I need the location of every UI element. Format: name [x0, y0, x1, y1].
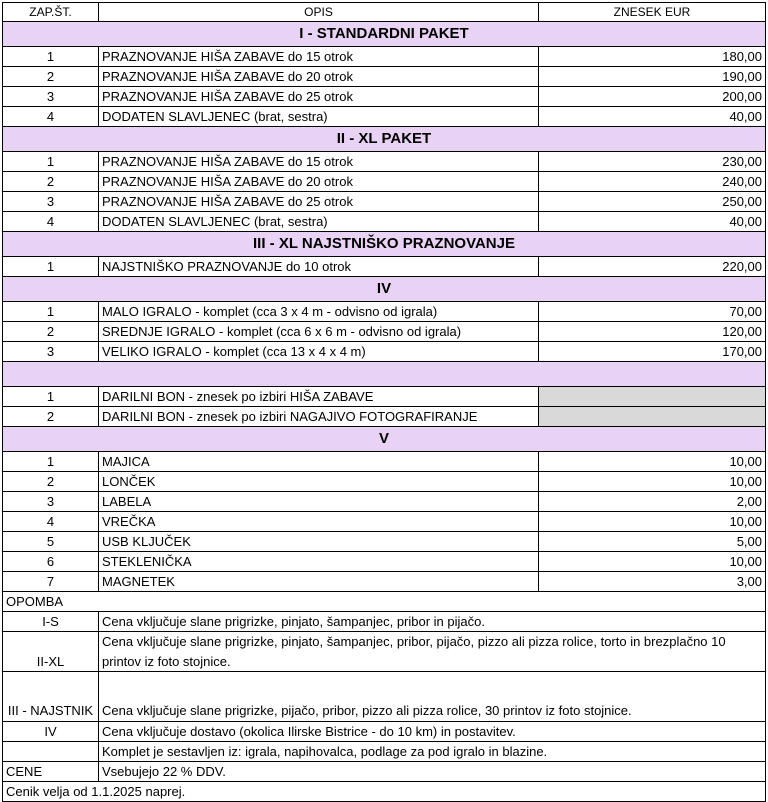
note-text: Cena vključuje slane prigrizke, pinjato, šampanjec, pribor in pijačo.	[102, 614, 485, 629]
section-header	[2, 127, 766, 152]
item-amount: 200,00	[722, 89, 762, 104]
sections	[2, 22, 766, 592]
table-row	[2, 302, 766, 322]
item-amount: 40,00	[729, 214, 762, 229]
notes-title-row	[2, 592, 766, 612]
table-row	[2, 152, 766, 172]
item-number: 1	[3, 257, 99, 276]
notes-title: OPOMBA	[6, 594, 64, 609]
item-number: 1	[3, 302, 99, 321]
item-description: VELIKO IGRALO - komplet (cca 13 x 4 x 4 m)	[99, 342, 539, 361]
item-number: 2	[3, 67, 99, 86]
table-row	[2, 257, 766, 277]
item-amount: 180,00	[722, 49, 762, 64]
item-description: MAGNETEK	[99, 572, 539, 591]
item-number: 6	[3, 552, 99, 571]
col-amount-header: ZNESEK EUR	[613, 5, 691, 19]
note-label: CENE	[3, 762, 99, 781]
item-amount: 10,00	[729, 474, 762, 489]
table-row	[2, 192, 766, 212]
section-title: IV	[376, 280, 392, 297]
table-row	[2, 552, 766, 572]
table-row	[2, 572, 766, 592]
validity-note: Cenik velja od 1.1.2025 naprej.	[6, 784, 186, 799]
item-number: 1	[3, 152, 99, 171]
note-row	[2, 672, 766, 722]
item-description: LONČEK	[99, 472, 539, 491]
item-number: 1	[3, 387, 99, 406]
item-number: 4	[3, 512, 99, 531]
item-description: PRAZNOVANJE HIŠA ZABAVE do 20 otrok	[99, 67, 539, 86]
note-label: I-S	[3, 612, 99, 631]
item-number: 2	[3, 172, 99, 191]
section-title	[3, 362, 765, 386]
item-amount: 220,00	[722, 259, 762, 274]
item-description: PRAZNOVANJE HIŠA ZABAVE do 25 otrok	[99, 192, 539, 211]
item-description: DARILNI BON - znesek po izbiri NAGAJIVO FOTOGRAFIRANJE	[99, 407, 539, 426]
item-number: 5	[3, 532, 99, 551]
item-amount: 40,00	[729, 109, 762, 124]
item-description: PRAZNOVANJE HIŠA ZABAVE do 25 otrok	[99, 87, 539, 106]
item-description: NAJSTNIŠKO PRAZNOVANJE do 10 otrok	[99, 257, 539, 276]
item-amount: 70,00	[729, 304, 762, 319]
item-amount: 10,00	[729, 454, 762, 469]
note-text: Cena vključuje slane prigrizke, pinjato, šampanjec, pribor, pijačo, pizzo ali pizza rolice, torto in brezplačno 10 printov iz foto stojnice.	[102, 634, 726, 669]
section-title: II - XL PAKET	[336, 130, 432, 147]
item-description: DARILNI BON - znesek po izbiri HIŠA ZABAVE	[99, 387, 539, 406]
note-text: Cena vključuje slane prigrizke, pijačo, pribor, pizzo ali pizza rolice, 30 printov iz foto stojnice.	[102, 703, 632, 718]
item-amount	[539, 387, 765, 406]
item-description: DODATEN SLAVLJENEC (brat, sestra)	[99, 212, 539, 231]
item-description: PRAZNOVANJE HIŠA ZABAVE do 15 otrok	[99, 47, 539, 66]
item-description: USB KLJUČEK	[99, 532, 539, 551]
col-desc-header: OPIS	[99, 3, 539, 21]
note-label: III - NAJSTNIK	[3, 672, 99, 721]
section-title: I - STANDARDNI PAKET	[299, 25, 469, 42]
item-amount: 2,00	[736, 494, 762, 509]
item-description: MALO IGRALO - komplet (cca 3 x 4 m - odvisno od igrala)	[99, 302, 539, 321]
note-row	[2, 722, 766, 742]
item-number: 3	[3, 492, 99, 511]
item-amount: 120,00	[722, 324, 762, 339]
section-title: V	[378, 430, 389, 447]
item-number: 1	[3, 47, 99, 66]
note-label: IV	[3, 722, 99, 741]
table-row	[2, 47, 766, 67]
item-amount: 190,00	[722, 69, 762, 84]
section-header	[2, 22, 766, 47]
item-description: DODATEN SLAVLJENEC (brat, sestra)	[99, 107, 539, 126]
item-amount: 3,00	[736, 574, 762, 589]
item-description: SREDNJE IGRALO - komplet (cca 6 x 6 m - odvisno od igrala)	[99, 322, 539, 341]
table-row	[2, 512, 766, 532]
item-description: PRAZNOVANJE HIŠA ZABAVE do 20 otrok	[99, 172, 539, 191]
item-amount: 10,00	[729, 554, 762, 569]
note-row	[2, 742, 766, 762]
note-row	[2, 762, 766, 782]
footer-row	[2, 782, 766, 802]
item-description: VREČKA	[99, 512, 539, 531]
table-row	[2, 492, 766, 512]
section-header	[2, 232, 766, 257]
item-amount: 250,00	[722, 194, 762, 209]
section-header	[2, 277, 766, 302]
item-description: MAJICA	[99, 452, 539, 471]
table-row	[2, 387, 766, 407]
table-row	[2, 407, 766, 427]
table-row	[2, 532, 766, 552]
table-row	[2, 67, 766, 87]
item-amount	[539, 407, 765, 426]
item-description: STEKLENIČKA	[99, 552, 539, 571]
item-number: 4	[3, 212, 99, 231]
table-row	[2, 452, 766, 472]
item-description: PRAZNOVANJE HIŠA ZABAVE do 15 otrok	[99, 152, 539, 171]
section-title: III - XL NAJSTNIŠKO PRAZNOVANJE	[253, 235, 515, 252]
table-row	[2, 212, 766, 232]
section-header	[2, 362, 766, 387]
item-number: 7	[3, 572, 99, 591]
table-row	[2, 472, 766, 492]
table-row	[2, 172, 766, 192]
note-text: Vsebujejo 22 % DDV.	[102, 764, 226, 779]
table-row	[2, 107, 766, 127]
item-amount: 230,00	[722, 154, 762, 169]
note-row	[2, 612, 766, 632]
table-row	[2, 87, 766, 107]
table-row	[2, 342, 766, 362]
item-description: LABELA	[99, 492, 539, 511]
item-number: 1	[3, 452, 99, 471]
item-amount: 240,00	[722, 174, 762, 189]
col-num-header: ZAP.ŠT.	[3, 3, 99, 21]
item-number: 2	[3, 407, 99, 426]
table-row	[2, 322, 766, 342]
note-text: Cena vključuje dostavo (okolica Ilirske Bistrice - do 10 km) in postavitev.	[102, 724, 516, 739]
price-list-table	[2, 2, 766, 802]
item-number: 2	[3, 322, 99, 341]
item-number: 3	[3, 87, 99, 106]
item-number: 4	[3, 107, 99, 126]
item-number: 2	[3, 472, 99, 491]
item-amount: 10,00	[729, 514, 762, 529]
note-label	[3, 742, 99, 761]
note-text: Komplet je sestavljen iz: igrala, napihovalca, podlage za pod igralo in blazine.	[102, 744, 548, 759]
item-amount: 170,00	[722, 344, 762, 359]
note-row	[2, 632, 766, 672]
table-header	[2, 2, 766, 22]
item-number: 3	[3, 342, 99, 361]
note-label: II-XL	[3, 632, 99, 671]
item-number: 3	[3, 192, 99, 211]
item-amount: 5,00	[736, 534, 762, 549]
section-header	[2, 427, 766, 452]
